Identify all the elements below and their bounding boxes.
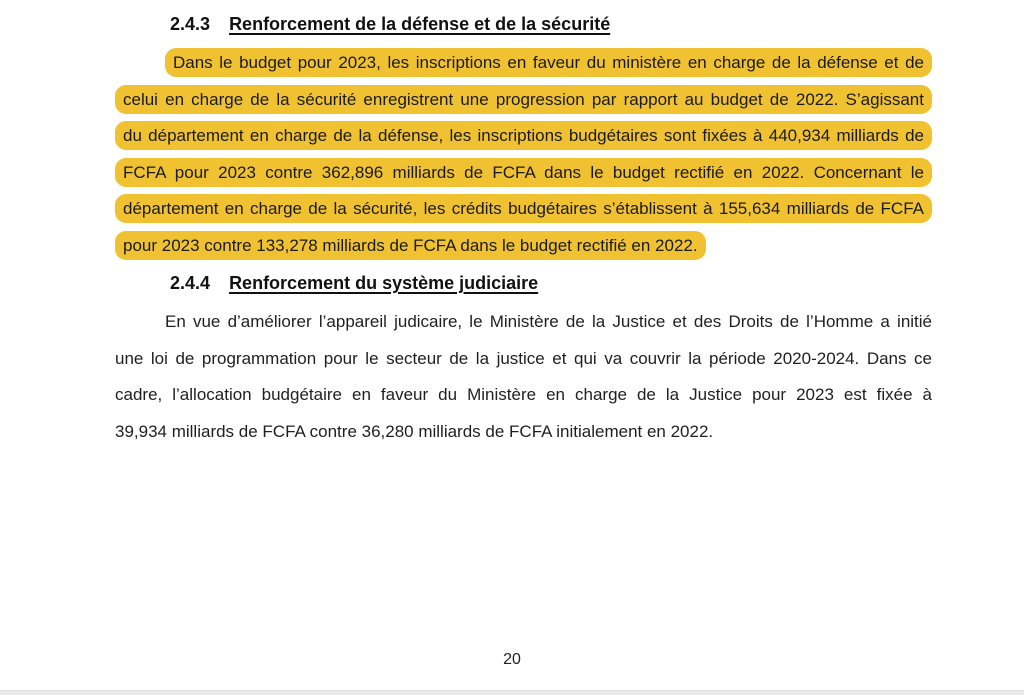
highlighted-text: pour 2023 contre 133,278 milliards de FCFA dans le budget rectifié en 2022. [115,231,706,260]
text-line [115,304,932,341]
page-number: 20 [503,651,521,668]
text-line [115,228,932,265]
section-number: 2.4.3 [170,14,211,34]
section-title: Renforcement du système judiciaire [229,273,539,293]
text: une loi de programmation pour le secteur de la justice et qui va couvrir la période 2020-2024. Dans ce [115,348,932,368]
section-number: 2.4.4 [170,273,211,293]
text-line [115,118,932,155]
section-heading-2-4-4 [170,270,932,296]
highlighted-text: celui en charge de la sécurité enregistrent une progression par rapport au budget de 2022. S’agissant [115,85,932,114]
text-line [115,414,932,451]
text-line [115,82,932,119]
text-line [115,155,932,192]
highlighted-text: département en charge de la sécurité, les crédits budgétaires s’établissent à 155,634 milliards de FCFA [115,194,932,223]
section-title: Renforcement de la défense et de la sécurité [229,14,611,34]
text-line [115,45,932,82]
paragraph-justice-system [115,304,932,450]
text: cadre, l’allocation budgétaire en faveur du Ministère en charge de la Justice pour 2023 est fixée à [115,385,932,404]
text: En vue d’améliorer l’appareil judicaire, le Ministère de la Justice et des Droits de l’Homme a initié [165,312,932,331]
section-heading-2-4-3 [170,11,932,37]
highlighted-text: Dans le budget pour 2023, les inscriptions en faveur du ministère en charge de la défense et de [165,48,932,77]
text-line [115,191,932,228]
highlighted-text: FCFA pour 2023 contre 362,896 milliards de FCFA dans le budget rectifié en 2022. Concernant le [115,158,932,187]
text-line [115,377,932,414]
text-line [115,341,932,378]
footer-divider-bar [0,690,1024,695]
paragraph-defense-security [115,45,932,264]
highlighted-text: du département en charge de la défense, les inscriptions budgétaires sont fixées à 440,934 milliards de [115,121,932,150]
text: 39,934 milliards de FCFA contre 36,280 milliards de FCFA initialement en 2022. [115,421,714,441]
